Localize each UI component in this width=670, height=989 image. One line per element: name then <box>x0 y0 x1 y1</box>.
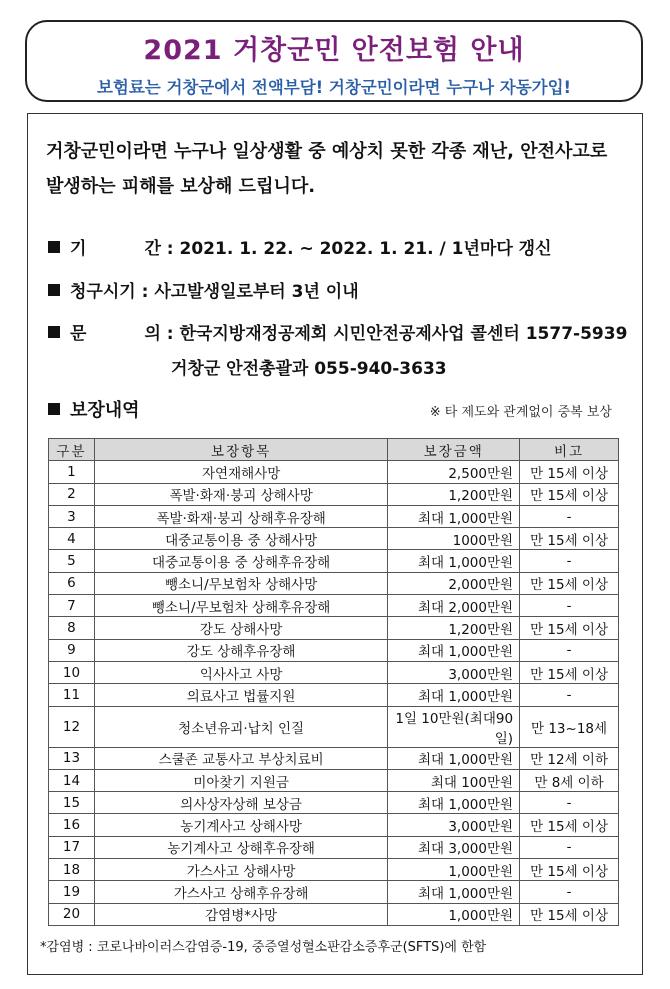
table-row <box>49 792 619 814</box>
coverage-amount: 최대 1,000만원 <box>388 550 520 572</box>
main-content-box <box>27 113 643 975</box>
row-number: 5 <box>49 550 95 572</box>
header-item: 보장항목 <box>94 439 387 461</box>
coverage-amount: 1,200만원 <box>388 483 520 505</box>
coverage-remark: 만 15세 이상 <box>520 528 619 550</box>
coverage-item: 대중교통이용 중 상해후유장해 <box>94 550 387 572</box>
table-row <box>49 617 619 639</box>
coverage-remark: 만 15세 이상 <box>520 461 619 483</box>
bullet-square-icon <box>48 284 60 296</box>
claim-value: : 사고발생일로부터 3년 이내 <box>141 282 359 302</box>
header-no: 구분 <box>49 439 95 461</box>
row-number: 20 <box>49 903 95 925</box>
period-label-a: 기 <box>70 239 87 259</box>
coverage-table <box>48 438 619 926</box>
coverage-amount: 2,500만원 <box>388 461 520 483</box>
coverage-remark: 만 15세 이상 <box>520 903 619 925</box>
table-row <box>49 461 619 483</box>
coverage-item: 감염병*사망 <box>94 903 387 925</box>
table-row <box>49 505 619 527</box>
coverage-amount: 3,000만원 <box>388 814 520 836</box>
coverage-item: 폭발·화재·붕괴 상해후유장해 <box>94 505 387 527</box>
intro-text: 거창군민이라면 누구나 일상생활 중 예상치 못한 각종 재난, 안전사고로 발생하는 피해를 보상해 드립니다. <box>46 141 608 197</box>
coverage-item: 가스사고 상해후유장해 <box>94 881 387 903</box>
coverage-item: 농기계사고 상해후유장해 <box>94 836 387 858</box>
bullet-square-icon <box>48 326 60 338</box>
period-value: : 2021. 1. 22. ~ 2022. 1. 21. / 1년마다 갱신 <box>166 239 552 259</box>
row-number: 11 <box>49 684 95 706</box>
row-number: 1 <box>49 461 95 483</box>
coverage-amount: 최대 3,000만원 <box>388 836 520 858</box>
contact-value-2: 거창군 안전총괄과 055-940-3633 <box>171 359 447 379</box>
table-row <box>49 814 619 836</box>
coverage-remark: 만 15세 이상 <box>520 617 619 639</box>
coverage-item: 농기계사고 상해사망 <box>94 814 387 836</box>
row-number: 2 <box>49 483 95 505</box>
table-row <box>49 747 619 769</box>
table-row <box>49 550 619 572</box>
header-amount: 보장금액 <box>388 439 520 461</box>
coverage-remark: 만 13~18세 <box>520 706 619 747</box>
header-remark: 비고 <box>520 439 619 461</box>
contact-label-a: 문 <box>70 324 87 344</box>
coverage-remark: - <box>520 550 619 572</box>
coverage-amount: 2,000만원 <box>388 572 520 594</box>
coverage-amount: 최대 1,000만원 <box>388 881 520 903</box>
coverage-item: 폭발·화재·붕괴 상해사망 <box>94 483 387 505</box>
coverage-item: 청소년유괴·납치 인질 <box>94 706 387 747</box>
row-number: 10 <box>49 661 95 683</box>
coverage-remark: - <box>520 505 619 527</box>
coverage-remark: - <box>520 595 619 617</box>
coverage-item: 가스사고 상해사망 <box>94 859 387 881</box>
table-row <box>49 639 619 661</box>
table-row <box>49 572 619 594</box>
period-label-b: 간 <box>144 239 161 259</box>
coverage-item: 의료사고 법률지원 <box>94 684 387 706</box>
coverage-remark: 만 12세 이하 <box>520 747 619 769</box>
coverage-item: 뺑소니/무보험차 상해사망 <box>94 572 387 594</box>
page-title: 2021 거창군민 안전보험 안내 <box>143 35 525 66</box>
coverage-remark: 만 15세 이상 <box>520 483 619 505</box>
row-number: 13 <box>49 747 95 769</box>
footnote: *감염병 : 코로나바이러스감염증-19, 중증열성혈소판감소증후군(SFTS)에 한함 <box>40 940 487 955</box>
coverage-title-text: 보장내역 <box>70 400 140 421</box>
row-number: 18 <box>49 859 95 881</box>
header-box <box>25 20 643 102</box>
contact-value-1: : 한국지방재정공제회 시민안전공제사업 콜센터 1577-5939 <box>166 324 628 344</box>
coverage-item: 익사사고 사망 <box>94 661 387 683</box>
table-header-row <box>49 439 619 461</box>
coverage-remark: - <box>520 639 619 661</box>
coverage-remark: 만 15세 이상 <box>520 859 619 881</box>
coverage-amount: 1000만원 <box>388 528 520 550</box>
row-number: 3 <box>49 505 95 527</box>
coverage-remark: - <box>520 684 619 706</box>
table-row <box>49 483 619 505</box>
row-number: 4 <box>49 528 95 550</box>
coverage-item: 자연재해사망 <box>94 461 387 483</box>
row-number: 15 <box>49 792 95 814</box>
coverage-amount: 1,200만원 <box>388 617 520 639</box>
coverage-remark: - <box>520 881 619 903</box>
coverage-amount: 1일 10만원(최대90일) <box>388 706 520 747</box>
table-row <box>49 595 619 617</box>
row-number: 16 <box>49 814 95 836</box>
bullet-square-icon <box>48 241 60 253</box>
contact-label-b: 의 <box>144 324 161 344</box>
coverage-remark: - <box>520 836 619 858</box>
row-number: 12 <box>49 706 95 747</box>
coverage-item: 강도 상해후유장해 <box>94 639 387 661</box>
coverage-remark: 만 15세 이상 <box>520 814 619 836</box>
coverage-remark: - <box>520 792 619 814</box>
table-row <box>49 881 619 903</box>
coverage-amount: 최대 100만원 <box>388 769 520 791</box>
coverage-amount: 최대 1,000만원 <box>388 792 520 814</box>
row-number: 17 <box>49 836 95 858</box>
info-contact <box>48 319 627 344</box>
page-subtitle: 보험료는 거창군에서 전액부담! 거창군민이라면 누구나 자동가입! <box>96 78 572 97</box>
coverage-item: 뺑소니/무보험차 상해후유장해 <box>94 595 387 617</box>
table-row <box>49 706 619 747</box>
table-row <box>49 769 619 791</box>
table-row <box>49 859 619 881</box>
coverage-section-title <box>48 396 140 422</box>
coverage-amount: 최대 2,000만원 <box>388 595 520 617</box>
coverage-item: 의사상자상해 보상금 <box>94 792 387 814</box>
info-period <box>48 234 552 259</box>
coverage-note: ※ 타 제도와 관계없이 중복 보상 <box>429 405 612 420</box>
coverage-amount: 1,000만원 <box>388 859 520 881</box>
table-row <box>49 528 619 550</box>
coverage-table-body <box>49 461 619 926</box>
coverage-amount: 최대 1,000만원 <box>388 639 520 661</box>
coverage-remark: 만 8세 이하 <box>520 769 619 791</box>
row-number: 19 <box>49 881 95 903</box>
table-row <box>49 684 619 706</box>
coverage-remark: 만 15세 이상 <box>520 661 619 683</box>
row-number: 8 <box>49 617 95 639</box>
row-number: 14 <box>49 769 95 791</box>
table-row <box>49 903 619 925</box>
coverage-amount: 1,000만원 <box>388 903 520 925</box>
coverage-amount: 최대 1,000만원 <box>388 505 520 527</box>
table-row <box>49 661 619 683</box>
coverage-item: 미아찾기 지원금 <box>94 769 387 791</box>
bullet-square-icon <box>48 403 60 415</box>
coverage-amount: 3,000만원 <box>388 661 520 683</box>
table-row <box>49 836 619 858</box>
coverage-amount: 최대 1,000만원 <box>388 684 520 706</box>
coverage-remark: 만 15세 이상 <box>520 572 619 594</box>
row-number: 7 <box>49 595 95 617</box>
coverage-item: 대중교통이용 중 상해사망 <box>94 528 387 550</box>
row-number: 9 <box>49 639 95 661</box>
claim-label: 청구시기 <box>70 282 136 302</box>
coverage-item: 스쿨존 교통사고 부상치료비 <box>94 747 387 769</box>
info-claim <box>48 277 359 302</box>
coverage-item: 강도 상해사망 <box>94 617 387 639</box>
coverage-amount: 최대 1,000만원 <box>388 747 520 769</box>
row-number: 6 <box>49 572 95 594</box>
